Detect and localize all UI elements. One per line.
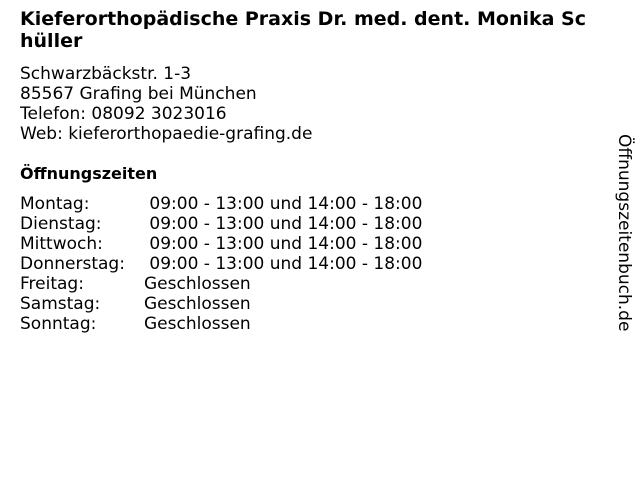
- city-address: 85567 Grafing bei München: [20, 84, 257, 104]
- day-label: Sonntag:: [20, 314, 97, 334]
- hours-row-monday: [20, 194, 422, 214]
- street-address: Schwarzbäckstr. 1-3: [20, 64, 192, 84]
- day-hours: Geschlossen: [144, 274, 251, 294]
- hours-row-wednesday: [20, 234, 422, 254]
- day-hours: 09:00 - 13:00 und 14:00 - 18:00: [144, 214, 423, 234]
- day-hours: Geschlossen: [144, 294, 251, 314]
- opening-hours-table: [20, 194, 422, 334]
- day-label: Dienstag:: [20, 214, 102, 234]
- day-hours: Geschlossen: [144, 314, 251, 334]
- site-brand-vertical: Öffnungszeitenbuch.de: [614, 134, 634, 332]
- opening-hours-heading: Öffnungszeiten: [20, 164, 158, 183]
- hours-row-thursday: [20, 254, 422, 274]
- day-label: Samstag:: [20, 294, 101, 314]
- day-hours: 09:00 - 13:00 und 14:00 - 18:00: [144, 234, 423, 254]
- hours-row-friday: [20, 274, 422, 294]
- hours-row-sunday: [20, 314, 422, 334]
- day-hours: 09:00 - 13:00 und 14:00 - 18:00: [144, 254, 423, 274]
- website: Web: kieferorthopaedie-grafing.de: [20, 124, 313, 144]
- phone-number: Telefon: 08092 3023016: [20, 104, 227, 124]
- day-label: Montag:: [20, 194, 90, 214]
- practice-title: Kieferorthopädische Praxis Dr. med. dent. Monika Schüller: [20, 8, 587, 52]
- address-block: [20, 64, 312, 144]
- day-label: Mittwoch:: [20, 234, 103, 254]
- hours-row-saturday: [20, 294, 422, 314]
- day-hours: 09:00 - 13:00 und 14:00 - 18:00: [144, 194, 423, 214]
- hours-row-tuesday: [20, 214, 422, 234]
- day-label: Donnerstag:: [20, 254, 125, 274]
- day-label: Freitag:: [20, 274, 84, 294]
